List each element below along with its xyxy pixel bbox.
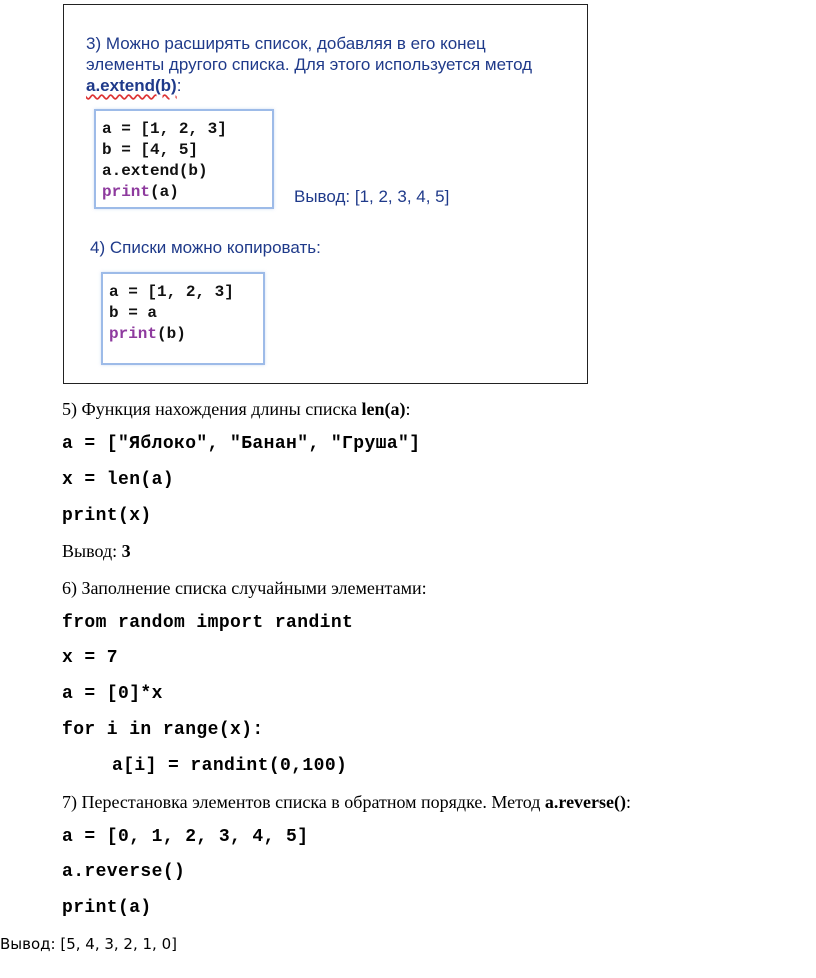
slide-section-3-line2: элементы другого списка. Для этого используется метод [86, 55, 533, 74]
code-line: a.reverse() [62, 862, 186, 882]
code-line: from random import randint [62, 613, 354, 633]
code-box-extend [94, 109, 274, 209]
sec6-heading: 6) Заполнение списка случайными элементами: [62, 578, 427, 598]
sec5-heading: 5) Функция нахождения длины списка len(a): [62, 399, 411, 419]
reverse-method: a.reverse() [544, 792, 627, 812]
code-line: a = ["Яблоко", "Банан", "Груша"] [62, 434, 421, 454]
slide-section-4: 4) Списки можно копировать: [90, 238, 321, 257]
slide-image [63, 4, 588, 384]
slide-section-3-line3: a.extend(b): [86, 76, 182, 95]
code-box-copy [101, 272, 265, 365]
code-line: a = [1, 2, 3] [109, 283, 234, 301]
extend-method: a.extend(b) [86, 76, 177, 95]
code-line: a.extend(b) [102, 162, 208, 180]
sec7-output: Вывод: [5, 4, 3, 2, 1, 0] [0, 935, 177, 953]
sec7-heading: 7) Перестановка элементов списка в обратном порядке. Метод a.reverse(): [62, 792, 632, 812]
sec5-output: Вывод: 3 [62, 541, 131, 561]
code-line: x = len(a) [62, 470, 175, 490]
slide-section-3 [86, 33, 532, 96]
code-line: b = [4, 5] [102, 141, 199, 159]
slide-output: Вывод: [1, 2, 3, 4, 5] [294, 187, 450, 206]
code-line: a[i] = randint(0,100) [112, 756, 348, 776]
code-line: for i in range(x): [62, 720, 264, 740]
code-line: a = [0]*x [62, 684, 163, 704]
code-line: a = [0, 1, 2, 3, 4, 5] [62, 827, 309, 847]
slide-section-3-line1: 3) Можно расширять список, добавляя в его конец [86, 34, 486, 53]
code-line: print(a) [62, 898, 152, 918]
code-line: a = [1, 2, 3] [102, 120, 227, 138]
code-line: b = a [109, 304, 158, 322]
code-line: print(a) [102, 183, 179, 201]
len-function: len(a) [361, 399, 406, 419]
code-line: print(x) [62, 506, 152, 526]
code-line: print(b) [109, 325, 186, 343]
code-line: x = 7 [62, 648, 119, 668]
